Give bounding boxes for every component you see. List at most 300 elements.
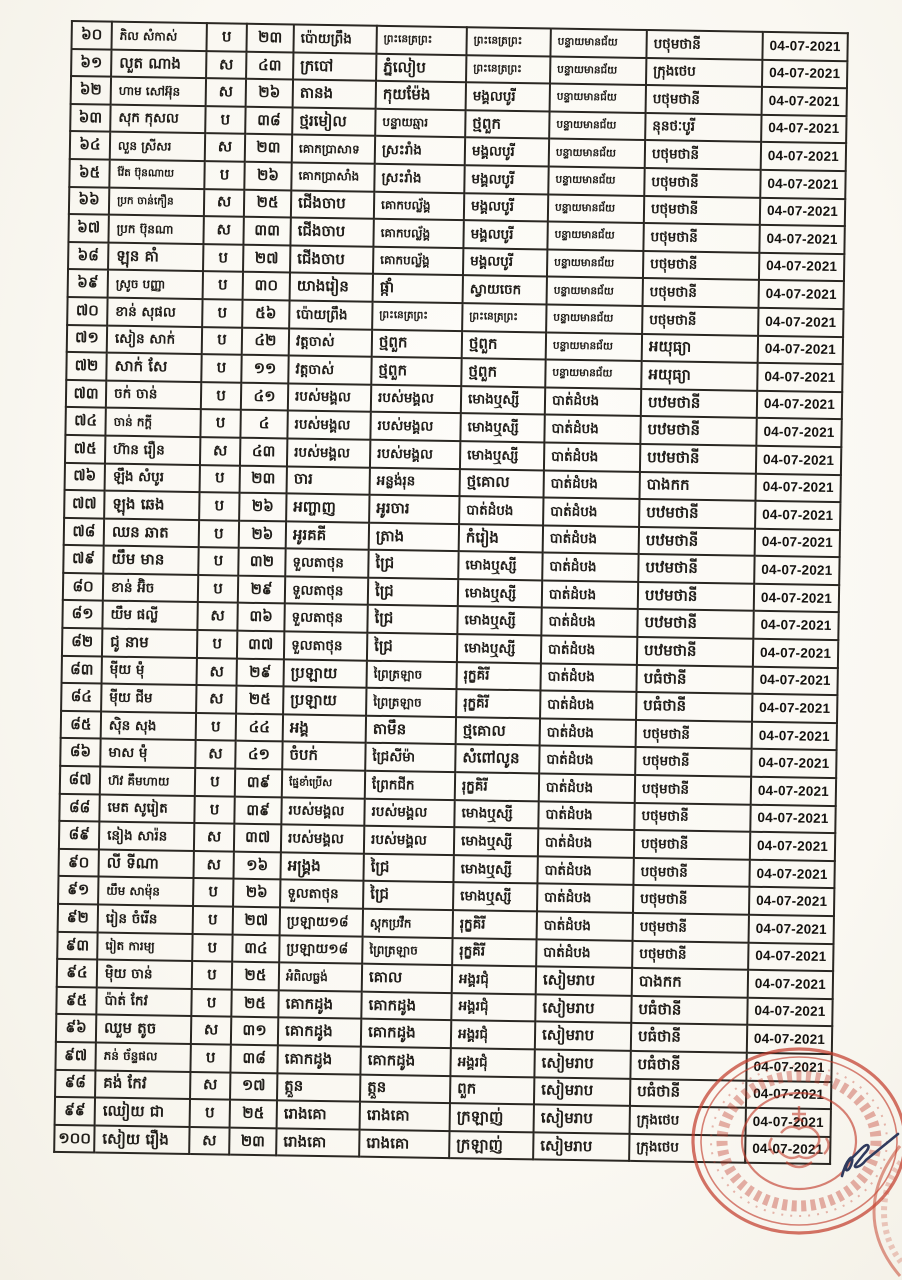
cell-name: នៀង សារ៉ន [99, 822, 194, 851]
cell-no: ៨៣ [62, 656, 102, 684]
cell-commune: ជ្រៃ [363, 853, 453, 882]
cell-age: ៣៤ [232, 934, 279, 962]
cell-date: 04-07-2021 [759, 253, 844, 282]
cell-destination: បធំថានី [630, 1078, 746, 1107]
cell-no: ៨៧ [60, 766, 100, 794]
cell-province: បន្ទាយមានជ័យ [547, 277, 643, 306]
cell-no: ៨៥ [61, 711, 101, 739]
cell-village: វត្តចាស់ [289, 328, 372, 357]
cell-destination: បថុមថានី [634, 803, 750, 832]
cell-name: ចក់ ចាន់ [106, 380, 201, 409]
cell-destination: អយុធ្យា [642, 334, 758, 363]
cell-destination: បថុមថានី [644, 196, 760, 225]
cell-age: ៤៣ [246, 51, 293, 79]
cell-date: 04-07-2021 [749, 887, 834, 916]
cell-province: បាត់ដំបង [537, 911, 633, 940]
cell-name: ហ៊ាន រឿន [105, 435, 200, 464]
cell-village: អញ្ចាញ [286, 494, 369, 523]
cell-district: ស្វាយចេក [463, 276, 547, 305]
cell-date: 04-07-2021 [758, 335, 843, 364]
cell-age: ៥៦ [242, 300, 289, 328]
cell-village: ផ្នែខាំប្រើស [282, 769, 365, 798]
cell-gender: ប [200, 465, 240, 493]
cell-date: 04-07-2021 [748, 942, 833, 971]
cell-province: បន្ទាយមានជ័យ [549, 111, 645, 140]
cell-commune: ជ្រៃ [368, 578, 458, 607]
cell-gender: ប [196, 713, 236, 741]
cell-destination: បថុមថានី [642, 306, 758, 335]
cell-province: បាត់ដំបង [543, 498, 639, 527]
cell-destination: បថុមថានី [632, 941, 748, 970]
cell-province: បាត់ដំបង [544, 470, 640, 499]
cell-village: រោងគោ [276, 1128, 359, 1157]
cell-commune: ស្រះរាំង [375, 136, 465, 165]
cell-age: ៤៤ [236, 713, 283, 741]
cell-no: ៩១ [58, 876, 98, 904]
cell-destination: បថុមថានី [643, 278, 759, 307]
cell-no: ៩៩ [55, 1097, 95, 1125]
cell-district: មោងឬស្សី [458, 551, 542, 580]
cell-age: ២៥ [232, 962, 279, 990]
cell-date: 04-07-2021 [760, 197, 845, 226]
cell-name: ភន់ ច័ន្ទផល [95, 1042, 190, 1071]
cell-gender: ស [206, 51, 246, 79]
cell-district: មង្គលបូរី [465, 138, 549, 167]
cell-gender: ស [193, 851, 233, 879]
cell-commune: បន្ទាយឆ្មារ [375, 109, 465, 138]
cell-commune: គោកបល្ល័ង្គ [373, 247, 463, 276]
cell-gender: ប [201, 354, 241, 382]
cell-destination: បធំថានី [631, 1023, 747, 1052]
cell-village: ប្រឡាយ១៨ [279, 935, 362, 964]
cell-no: ៨១ [62, 600, 102, 628]
arrival-list-table [53, 20, 849, 1165]
cell-no: ៦៥ [69, 159, 109, 187]
cell-gender: ស [196, 685, 236, 713]
cell-age: ២៦ [244, 162, 291, 190]
cell-province: បាត់ដំបង [542, 553, 638, 582]
cell-province: សៀមរាប [533, 1132, 629, 1161]
cell-destination: បឋមថានី [639, 499, 755, 528]
cell-age: ២៦ [239, 493, 286, 521]
cell-name: សុក កុសល [110, 104, 205, 133]
cell-gender: ប [201, 382, 241, 410]
cell-destination: បថុមថានី [633, 913, 749, 942]
cell-gender: ប [198, 575, 238, 603]
cell-gender: ប [200, 409, 240, 437]
cell-district: រុក្ខគិរី [456, 662, 540, 691]
cell-commune: ថ្មពួក [372, 329, 462, 358]
cell-gender: ប [204, 161, 244, 189]
cell-age: ៣២ [238, 548, 285, 576]
cell-date: 04-07-2021 [756, 418, 841, 447]
cell-no: ៧១ [67, 324, 107, 352]
cell-no: ៧៥ [65, 435, 105, 463]
cell-gender: ប [198, 547, 238, 575]
cell-district: ព្រះនេត្រព្រះ [466, 55, 550, 84]
cell-district: មោងឬស្សី [460, 441, 544, 470]
cell-province: បន្ទាយមានជ័យ [549, 139, 645, 168]
cell-name: វ៉ែត ប៊ុនណាយ [109, 160, 204, 189]
cell-village: គោកប្រាសាំង [291, 162, 374, 191]
cell-district: មោងឬស្សី [453, 882, 537, 911]
cell-destination: បថុមថានី [633, 885, 749, 914]
cell-age: ១៧ [230, 1072, 277, 1100]
cell-date: 04-07-2021 [751, 749, 836, 778]
cell-gender: ប [195, 768, 235, 796]
cell-date: 04-07-2021 [750, 804, 835, 833]
cell-district: រុក្ខគិរី [456, 689, 540, 718]
cell-date: 04-07-2021 [746, 1080, 831, 1109]
cell-district: មោងឬស្សី [453, 855, 537, 884]
cell-gender: ប [190, 1044, 230, 1072]
cell-district: សំពៅលូន [455, 745, 539, 774]
cell-district: កំរៀង [459, 524, 543, 553]
cell-age: ២៣ [245, 134, 292, 162]
cell-no: ៨៨ [59, 794, 99, 822]
cell-district: ក្រឡាញ់ [450, 1103, 534, 1132]
cell-district: អង្គរជុំ [451, 993, 535, 1022]
cell-province: បាត់ដំបង [540, 691, 636, 720]
cell-village: ជើងចាប [290, 245, 373, 274]
cell-gender: ប [202, 327, 242, 355]
cell-no: ៦៤ [70, 131, 110, 159]
cell-gender: ស [200, 437, 240, 465]
cell-commune: របស់មង្គល [370, 440, 460, 469]
cell-commune: គោកដូង [361, 1019, 451, 1048]
cell-commune: គោកដូង [361, 991, 451, 1020]
cell-date: 04-07-2021 [752, 694, 837, 723]
cell-gender: ស [191, 1016, 231, 1044]
cell-commune: គោកដូង [360, 1047, 450, 1076]
cell-destination: បធំថានី [636, 665, 752, 694]
cell-province: បន្ទាយមានជ័យ [550, 29, 646, 58]
cell-district: មង្គលបូរី [464, 193, 548, 222]
cell-destination: បថុមថានី [643, 251, 759, 280]
cell-village: គោកប្រាសាទ [292, 135, 375, 164]
cell-age: ៣៩ [235, 769, 282, 797]
cell-gender: ស [189, 1127, 229, 1155]
cell-destination: បឋមថានី [640, 416, 756, 445]
cell-commune: ព្រែកជីក [365, 771, 455, 800]
cell-province: បាត់ដំបង [536, 939, 632, 968]
cell-district: ព្រះនេត្រព្រះ [466, 27, 550, 56]
cell-province: បាត់ដំបង [539, 773, 635, 802]
cell-destination: បឋមថានី [640, 444, 756, 473]
cell-destination: បាងកក [639, 471, 755, 500]
cell-name: មេត សូរៀត [99, 794, 194, 823]
cell-name: សាក់ សែ [106, 353, 201, 382]
cell-date: 04-07-2021 [747, 998, 832, 1027]
cell-commune: របស់មង្គល [364, 798, 454, 827]
cell-district: មោងឬស្សី [460, 413, 544, 442]
cell-age: ២៩ [238, 576, 285, 604]
cell-destination: បឋមថានី [637, 637, 753, 666]
cell-no: ៨៤ [61, 683, 101, 711]
cell-name: ម៉ីយ ជីម [101, 684, 196, 713]
cell-destination: នុនថៈបូរី [645, 113, 761, 142]
cell-age: ៤ [240, 410, 287, 438]
cell-no: ៨៩ [59, 821, 99, 849]
cell-commune: គោកបល្ល័ង្គ [374, 191, 464, 220]
cell-age: ២៦ [233, 879, 280, 907]
cell-name: ជូ នាម [102, 629, 197, 658]
cell-date: 04-07-2021 [757, 391, 842, 420]
table-wrap [53, 20, 847, 1165]
cell-province: បន្ទាយមានជ័យ [547, 249, 643, 278]
cell-no: ៦៦ [69, 187, 109, 215]
cell-commune: របស់មង្គល [370, 412, 460, 441]
cell-commune: ព្រៃត្រឡាច [366, 660, 456, 689]
cell-village: ទួលតាថុន [284, 631, 367, 660]
cell-village: ក្របៅ [293, 52, 376, 81]
cell-province: សៀមរាប [534, 1077, 630, 1106]
cell-name: ខាន់ សុផល [107, 298, 202, 327]
cell-village: គោកដូង [278, 990, 361, 1019]
cell-village: អង្គ [283, 714, 366, 743]
cell-village: ប្រឡាយ [284, 659, 367, 688]
cell-district: បាត់ដំបង [459, 496, 543, 525]
cell-name: ឡឹង សំបូរ [105, 463, 200, 492]
cell-no: ៧៨ [64, 518, 104, 546]
cell-district: ពួក [450, 1076, 534, 1105]
table-body [54, 21, 848, 1164]
cell-gender: ស [197, 603, 237, 631]
cell-name: ឡុន គាំ [108, 242, 203, 271]
cell-province: បាត់ដំបង [537, 884, 633, 913]
cell-date: 04-07-2021 [762, 87, 847, 116]
cell-no: ៧៦ [65, 462, 105, 490]
cell-village: ប្រឡាយ [283, 687, 366, 716]
cell-village: ទួលតាថុន [285, 576, 368, 605]
cell-village: របស់មង្គល [287, 438, 370, 467]
cell-date: 04-07-2021 [745, 1135, 830, 1164]
cell-name: លី ទីណា [98, 849, 193, 878]
cell-province: បាត់ដំបង [540, 663, 636, 692]
cell-no: ៩៨ [55, 1069, 95, 1097]
cell-province: បន្ទាយមានជ័យ [546, 332, 642, 361]
cell-no: ៧៧ [64, 490, 104, 518]
cell-no: ៧៤ [65, 407, 105, 435]
cell-gender: ស [190, 1072, 230, 1100]
cell-age: ៤១ [235, 741, 282, 769]
cell-age: ៣៧ [234, 824, 281, 852]
cell-age: ២៥ [231, 989, 278, 1017]
cell-no: ៩៣ [57, 931, 97, 959]
cell-age: ១១ [241, 355, 288, 383]
cell-name: ឈន ឆាត [104, 518, 199, 547]
cell-age: ២៧ [233, 907, 280, 935]
cell-commune: ត្រាង [369, 522, 459, 551]
cell-village: ទួលតាថុន [280, 880, 363, 909]
cell-district: មង្គលបូរី [464, 165, 548, 194]
cell-gender: ស [206, 78, 246, 106]
cell-province: បន្ទាយមានជ័យ [547, 222, 643, 251]
cell-district: មោងឬស្សី [461, 386, 545, 415]
cell-village: របស់មង្គល [288, 383, 371, 412]
cell-destination: បថុមថានី [635, 747, 751, 776]
cell-gender: ស [194, 823, 234, 851]
cell-date: 04-07-2021 [755, 528, 840, 557]
cell-commune: កុយម៉ែង [376, 81, 466, 110]
cell-district: ព្រះនេត្រព្រះ [462, 303, 546, 332]
cell-village: ត្កួន [277, 1073, 360, 1102]
cell-commune: ត្កួន [360, 1074, 450, 1103]
cell-province: សៀមរាប [535, 994, 631, 1023]
cell-village: គោកដូង [277, 1045, 360, 1074]
cell-name: សៀយ រឿង [94, 1125, 189, 1154]
cell-village: ជើងចាប [290, 218, 373, 247]
cell-gender: ស [203, 216, 243, 244]
cell-district: អង្គរជុំ [451, 1020, 535, 1049]
cell-name: រៀត ការម្យ [97, 932, 192, 961]
cell-no: ៩៥ [56, 987, 96, 1015]
cell-gender: ប [205, 106, 245, 134]
cell-name: ហ៊វ គឹមហាយ [100, 767, 195, 796]
cell-destination: បឋមថានី [639, 527, 755, 556]
cell-province: បាត់ដំបង [544, 442, 640, 471]
cell-name: ឡុង ឆេង [104, 491, 199, 520]
cell-commune: របស់មង្គល [371, 384, 461, 413]
cell-district: មោងឬស្សី [457, 607, 541, 636]
cell-village: យាងរៀន [290, 273, 373, 302]
cell-no: ៨០ [63, 573, 103, 601]
cell-age: ៣៦ [237, 603, 284, 631]
cell-name: សៀន សាក់ [107, 325, 202, 354]
cell-commune: ព្រះនេត្រព្រះ [376, 26, 466, 55]
cell-village: ចារ [287, 466, 370, 495]
cell-destination: បថុមថានី [645, 140, 761, 169]
cell-date: 04-07-2021 [759, 280, 844, 309]
cell-no: ៦៩ [68, 269, 108, 297]
cell-age: ២៥ [230, 1100, 277, 1128]
cell-district: រុក្ខគិរី [453, 910, 537, 939]
cell-age: ២៣ [229, 1127, 276, 1155]
cell-age: ៣០ [243, 272, 290, 300]
cell-age: ៤៣ [240, 438, 287, 466]
cell-date: 04-07-2021 [761, 115, 846, 144]
cell-district: ថ្មពួក [461, 358, 545, 387]
cell-district: រុក្ខគិរី [452, 938, 536, 967]
cell-district: ថ្មពួក [465, 110, 549, 139]
cell-date: 04-07-2021 [754, 584, 839, 613]
cell-date: 04-07-2021 [752, 666, 837, 695]
cell-name: យឹម សាម៉ុន [98, 877, 193, 906]
cell-date: 04-07-2021 [752, 722, 837, 751]
cell-no: ៦១ [71, 49, 111, 77]
cell-gender: ប [203, 271, 243, 299]
cell-district: មង្គលបូរី [463, 220, 547, 249]
cell-village: អូរគគី [286, 521, 369, 550]
cell-commune: គោល [362, 964, 452, 993]
cell-district: មង្គលបូរី [463, 248, 547, 277]
cell-date: 04-07-2021 [762, 59, 847, 88]
cell-destination: បថុមថានី [634, 830, 750, 859]
cell-date: 04-07-2021 [758, 308, 843, 337]
cell-name: ស្រូច បញ្ញា [108, 270, 203, 299]
cell-commune: ជ្រៃ [363, 881, 453, 910]
cell-commune: តាមឹន [366, 716, 456, 745]
cell-district: ក្រឡាញ់ [449, 1131, 533, 1160]
cell-age: ២៥ [236, 686, 283, 714]
cell-date: 04-07-2021 [761, 142, 846, 171]
cell-date: 04-07-2021 [762, 32, 847, 61]
cell-gender: ប [192, 961, 232, 989]
cell-province: សៀមរាប [534, 1049, 630, 1078]
cell-province: បន្ទាយមានជ័យ [548, 166, 644, 195]
cell-province: បន្ទាយមានជ័យ [550, 56, 646, 85]
cell-age: ៤២ [242, 327, 289, 355]
cell-date: 04-07-2021 [747, 1025, 832, 1054]
cell-province: សៀមរាប [534, 1105, 630, 1134]
cell-village: រោងគោ [277, 1101, 360, 1130]
cell-village: អង្គ្រង [280, 852, 363, 881]
cell-district: ថ្មគោល [456, 717, 540, 746]
cell-province: បន្ទាយមានជ័យ [546, 304, 642, 333]
cell-province: បន្ទាយមានជ័យ [550, 84, 646, 113]
cell-destination: បឋមថានី [638, 582, 754, 611]
cell-gender: ប [203, 244, 243, 272]
cell-destination: បឋមថានី [641, 389, 757, 418]
cell-village: តានង [293, 80, 376, 109]
cell-gender: ស [195, 740, 235, 768]
cell-gender: ប [202, 299, 242, 327]
cell-destination: បឋមថានី [638, 554, 754, 583]
cell-province: បាត់ដំបង [541, 636, 637, 665]
cell-village: អំពិលធ្លង់ [279, 963, 362, 992]
cell-date: 04-07-2021 [756, 446, 841, 475]
cell-province: បាត់ដំបង [544, 415, 640, 444]
cell-date: 04-07-2021 [748, 970, 833, 999]
cell-village: គោកដូង [278, 1018, 361, 1047]
cell-district: មោងឬស្សី [454, 800, 538, 829]
cell-gender: ប [192, 934, 232, 962]
cell-gender: ប [197, 630, 237, 658]
cell-date: 04-07-2021 [753, 639, 838, 668]
cell-name: លួន ស្រីសរ [110, 132, 205, 161]
cell-province: បាត់ដំបង [542, 580, 638, 609]
partial-stamp-edge-icon [872, 1140, 902, 1280]
cell-date: 04-07-2021 [755, 501, 840, 530]
cell-gender: ប [206, 23, 246, 51]
cell-commune: ជ្រៃ [367, 605, 457, 634]
cell-village: ប៉ោយព្រឹង [293, 24, 376, 53]
cell-village: ទួលតាថុន [285, 549, 368, 578]
cell-village: ទួលតាថុន [284, 604, 367, 633]
cell-date: 04-07-2021 [757, 363, 842, 392]
cell-name: ចាន់ កក្ដី [105, 408, 200, 437]
cell-date: 04-07-2021 [751, 777, 836, 806]
cell-commune: ផ្កាំ [373, 274, 463, 303]
cell-destination: បធំថានី [631, 996, 747, 1025]
cell-age: ២៩ [237, 658, 284, 686]
cell-age: ២៦ [239, 520, 286, 548]
cell-age: ៣៨ [230, 1045, 277, 1073]
cell-name: ហាម សៅអ៊ុន [111, 77, 206, 106]
cell-date: 04-07-2021 [750, 832, 835, 861]
cell-date: 04-07-2021 [753, 611, 838, 640]
cell-no: ៩៤ [57, 959, 97, 987]
cell-village: ប៉ោយព្រឹង [289, 300, 372, 329]
cell-commune: អូរចារ [369, 495, 459, 524]
cell-name: ម៉ិយ ចាន់ [97, 960, 192, 989]
cell-gender: ស [197, 658, 237, 686]
cell-age: ២៥ [244, 189, 291, 217]
cell-destination: បឋមថានី [637, 609, 753, 638]
cell-age: ៣៨ [245, 107, 292, 135]
cell-province: បាត់ដំបង [538, 829, 634, 858]
cell-destination: បធំថានី [636, 692, 752, 721]
